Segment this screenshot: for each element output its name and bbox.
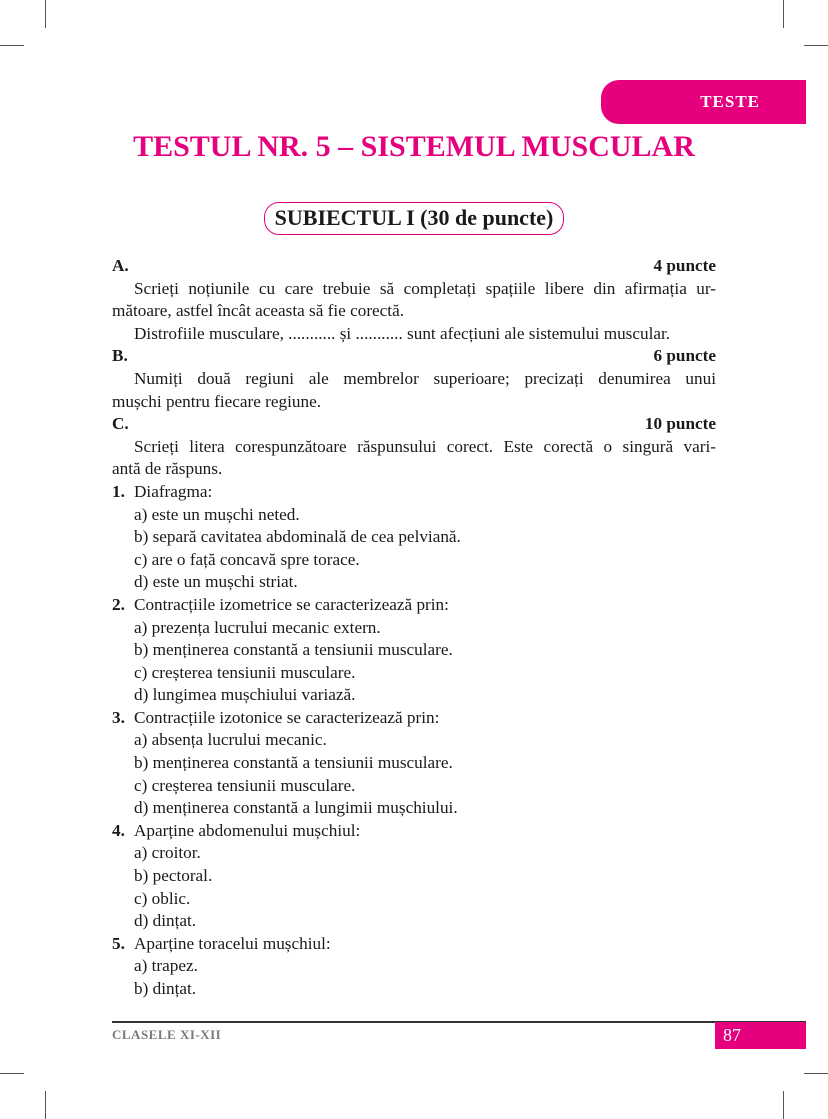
section-b-header xyxy=(112,345,716,368)
answer-option: d) menținerea constantă a lungimii mușchiului. xyxy=(134,798,458,818)
answer-option: b) menținerea constantă a tensiunii musculare. xyxy=(134,753,453,773)
question-2 xyxy=(112,594,716,617)
crop-mark xyxy=(45,1091,46,1119)
section-c-line-1: Scrieți litera corespunzătoare răspunsului corect. Este corectă o singură vari- xyxy=(134,436,716,456)
section-a-statement: Distrofiile musculare, ........... și ........... sunt afecțiuni ale sistemului muscular. xyxy=(134,323,671,343)
crop-mark xyxy=(804,1073,828,1074)
crop-mark xyxy=(783,1091,784,1119)
question-1 xyxy=(112,481,716,504)
section-a-instruction-2: mătoare, astfel încât aceasta să fie corectă. xyxy=(112,301,405,321)
crop-mark xyxy=(45,0,46,28)
section-a-letter: A. xyxy=(112,256,129,275)
question-text: Aparține toracelui mușchiul: xyxy=(134,933,331,953)
question-number: 5. xyxy=(112,933,125,953)
answer-option: d) dințat. xyxy=(134,911,197,931)
test-content xyxy=(112,255,716,1001)
answer-option: c) oblic. xyxy=(134,888,191,908)
section-b-line-1: Numiți două regiuni ale membrelor superioare; precizați denumirea unui xyxy=(134,368,716,388)
answer-option: a) trapez. xyxy=(134,956,198,976)
answer-option: c) creșterea tensiunii musculare. xyxy=(134,775,356,795)
crop-mark xyxy=(804,45,828,46)
section-tab-label: TESTE xyxy=(700,92,760,111)
answer-option: c) are o față concavă spre torace. xyxy=(134,549,360,569)
question-3 xyxy=(112,707,716,730)
subject-heading: SUBIECTUL I (30 de puncte) xyxy=(264,202,565,235)
crop-mark xyxy=(783,0,784,28)
answer-option: b) pectoral. xyxy=(134,866,213,886)
answer-option: d) lungimea mușchiului variază. xyxy=(134,685,356,705)
section-a-instruction-1: Scrieți noțiunile cu care trebuie să completați spațiile libere din afirmația ur- xyxy=(134,278,716,298)
section-c-header xyxy=(112,413,716,436)
section-b-points: 6 puncte xyxy=(653,346,716,366)
answer-option: a) croitor. xyxy=(134,843,201,863)
section-c-letter: C. xyxy=(112,414,129,434)
section-c-points: 10 puncte xyxy=(644,414,716,434)
page-title: TESTUL NR. 5 – SISTEMUL MUSCULAR xyxy=(133,130,695,163)
question-number: 1. xyxy=(112,481,125,501)
answer-option: b) separă cavitatea abdominală de cea pelviană. xyxy=(134,527,461,547)
answer-option: a) este un mușchi neted. xyxy=(134,504,300,524)
answer-option: b) dințat. xyxy=(134,979,197,998)
section-c-line-2: antă de răspuns. xyxy=(112,459,223,479)
question-5 xyxy=(112,933,716,956)
answer-option: a) absența lucrului mecanic. xyxy=(134,730,327,750)
crop-mark xyxy=(0,45,24,46)
crop-mark xyxy=(0,1073,24,1074)
question-number: 3. xyxy=(112,707,125,727)
question-number: 4. xyxy=(112,820,125,840)
section-a-points: 4 puncte xyxy=(653,256,716,275)
question-number: 2. xyxy=(112,594,125,614)
question-text: Aparține abdomenului mușchiul: xyxy=(134,820,361,840)
question-4 xyxy=(112,820,716,843)
section-b-letter: B. xyxy=(112,346,128,366)
section-b-line-2: mușchi pentru fiecare regiune. xyxy=(112,391,322,411)
question-text: Contracțiile izometrice se caracterizează prin: xyxy=(134,594,449,614)
footer-rule xyxy=(112,1021,806,1023)
answer-option: b) menținerea constantă a tensiunii musculare. xyxy=(134,640,453,660)
section-tab xyxy=(601,80,806,124)
subject-heading-wrap xyxy=(0,202,828,235)
page-number: 87 xyxy=(715,1022,806,1049)
section-a-header xyxy=(112,255,716,278)
answer-option: c) creșterea tensiunii musculare. xyxy=(134,662,356,682)
question-text: Diafragma: xyxy=(134,481,213,501)
question-text: Contracțiile izotonice se caracterizează prin: xyxy=(134,707,440,727)
answer-option: a) prezența lucrului mecanic extern. xyxy=(134,617,381,637)
footer-grade-label: CLASELE XI-XII xyxy=(112,1027,222,1042)
answer-option: d) este un mușchi striat. xyxy=(134,572,298,592)
